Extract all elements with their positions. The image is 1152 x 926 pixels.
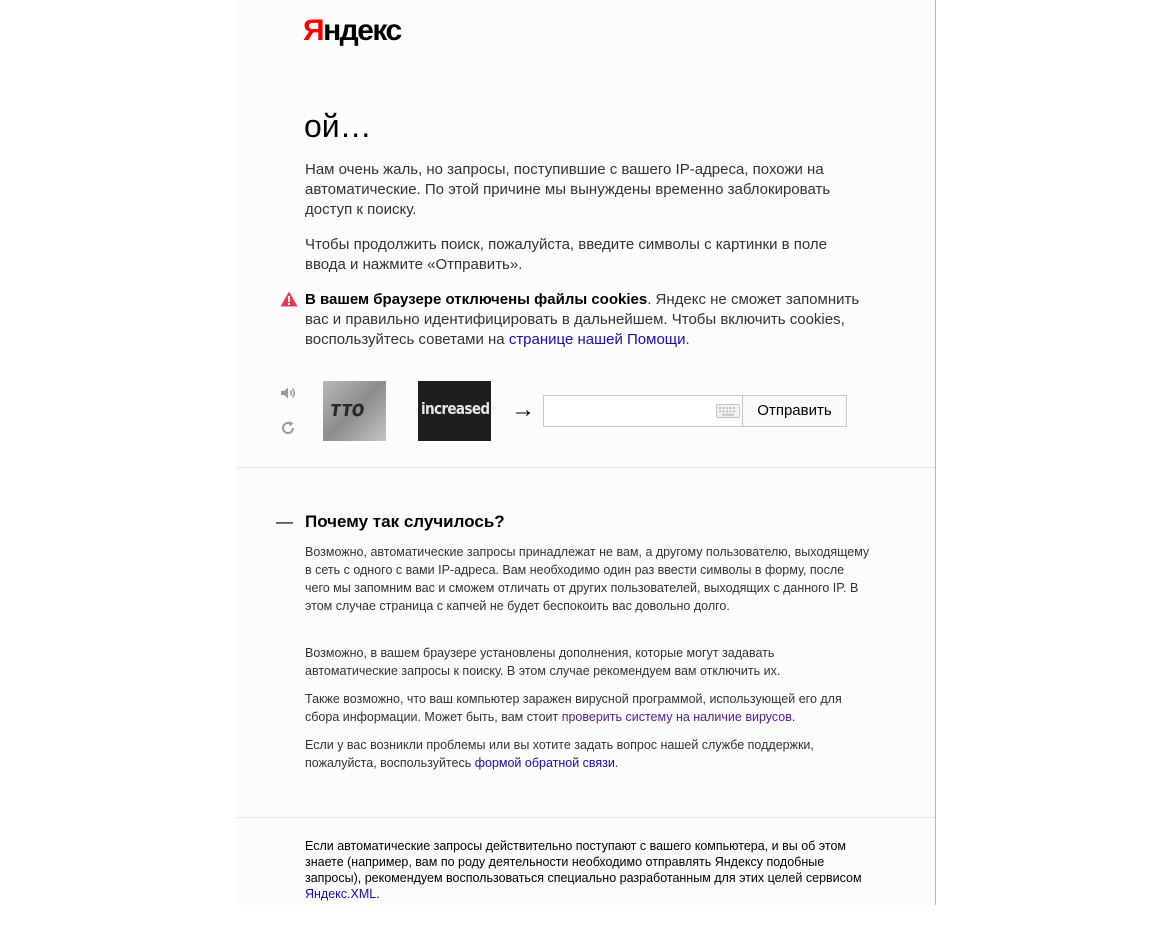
reload-icon[interactable] bbox=[280, 420, 296, 436]
captcha-image-2-text: increased bbox=[421, 399, 490, 418]
why-dash: — bbox=[276, 512, 293, 531]
audio-icon[interactable] bbox=[279, 384, 297, 402]
captcha-image-1 bbox=[323, 381, 386, 441]
why-paragraph-3 bbox=[305, 690, 870, 726]
logo-rest: ндекс bbox=[323, 14, 401, 47]
warning-icon bbox=[280, 291, 298, 307]
why-paragraph-3-text: Также возможно, что ваш компьютер заражен вирусной программой, использующей его для сбора информации. Может быть, вам стоит bbox=[305, 692, 842, 724]
cookies-warning-end: . bbox=[685, 331, 690, 348]
captcha-image-1-text: тто bbox=[327, 397, 365, 422]
footer-text-main: Если автоматические запросы действительно поступают с вашего компьютера, и вы об этом знаете (например, вам по роду деятельности необходимо отправлять Яндексу подобные запросы), рекомендуем воспользоваться специально разработанным для этих целей сервисом bbox=[305, 839, 862, 885]
yandex-xml-link[interactable]: Яндекс.XML bbox=[305, 887, 377, 901]
footer-text bbox=[305, 838, 870, 902]
intro-text: Нам очень жаль, но запросы, поступившие с вашего IP-адреса, похожи на автоматические. По этой причине мы вынуждены временно заблокировать доступ к поиску. bbox=[305, 161, 831, 218]
why-paragraph-4-text: Если у вас возникли проблемы или вы хотите задать вопрос нашей службе поддержки, пожалуйста, воспользуйтесь bbox=[305, 738, 814, 770]
captcha-image-2 bbox=[418, 381, 491, 441]
cookies-warning-bold: В вашем браузере отключены файлы cookies bbox=[305, 291, 648, 308]
divider-top bbox=[236, 467, 935, 468]
help-page-link[interactable]: странице нашей Помощи bbox=[508, 331, 686, 348]
cookies-warning-text: . Яндекс не сможет запомнить вас и правильно идентифицировать в дальнейшем. Чтобы включить cookies, воспользуйтесь советами на bbox=[305, 291, 860, 348]
why-paragraph-4-end: . bbox=[614, 756, 619, 770]
cookies-warning bbox=[305, 290, 865, 350]
captcha-input[interactable] bbox=[543, 395, 743, 427]
submit-button[interactable]: Отправить bbox=[742, 395, 847, 427]
right-border bbox=[935, 0, 936, 905]
arrow-icon: → bbox=[511, 396, 535, 423]
why-paragraph-2: Возможно, в вашем браузере установлены дополнения, которые могут задавать автоматические запросы к поиску. В этом случае рекомендуем вам отключить их. bbox=[305, 646, 781, 678]
logo-first-letter: Я bbox=[303, 14, 324, 47]
why-paragraph-1: Возможно, автоматические запросы принадлежат не вам, а другому пользователю, выходящему в сеть с одного с вами IP-адреса. Вам необходимо один раз ввести символы в форму, после чего мы запомним вас и сможем отличать от других пользователей, выходящих с данного IP. В этом случае страница с капчей не будет беспокоить вас довольно долго. bbox=[305, 545, 870, 613]
yandex-logo[interactable] bbox=[303, 14, 401, 48]
divider-bottom bbox=[236, 817, 935, 818]
feedback-form-link[interactable]: формой обратной связи bbox=[474, 756, 615, 770]
footer-text-end: . bbox=[376, 887, 380, 901]
why-title: Почему так случилось? bbox=[305, 512, 505, 531]
why-paragraph-4 bbox=[305, 736, 870, 772]
keyboard-icon[interactable] bbox=[716, 404, 740, 418]
instruction-text: Чтобы продолжить поиск, пожалуйста, введите символы с картинки в поле ввода и нажмите «Отправить». bbox=[305, 236, 828, 273]
virus-check-link[interactable]: проверить систему на наличие вирусов bbox=[561, 710, 792, 724]
why-paragraph-3-end: . bbox=[791, 710, 796, 724]
page-title: ой… bbox=[304, 108, 372, 144]
